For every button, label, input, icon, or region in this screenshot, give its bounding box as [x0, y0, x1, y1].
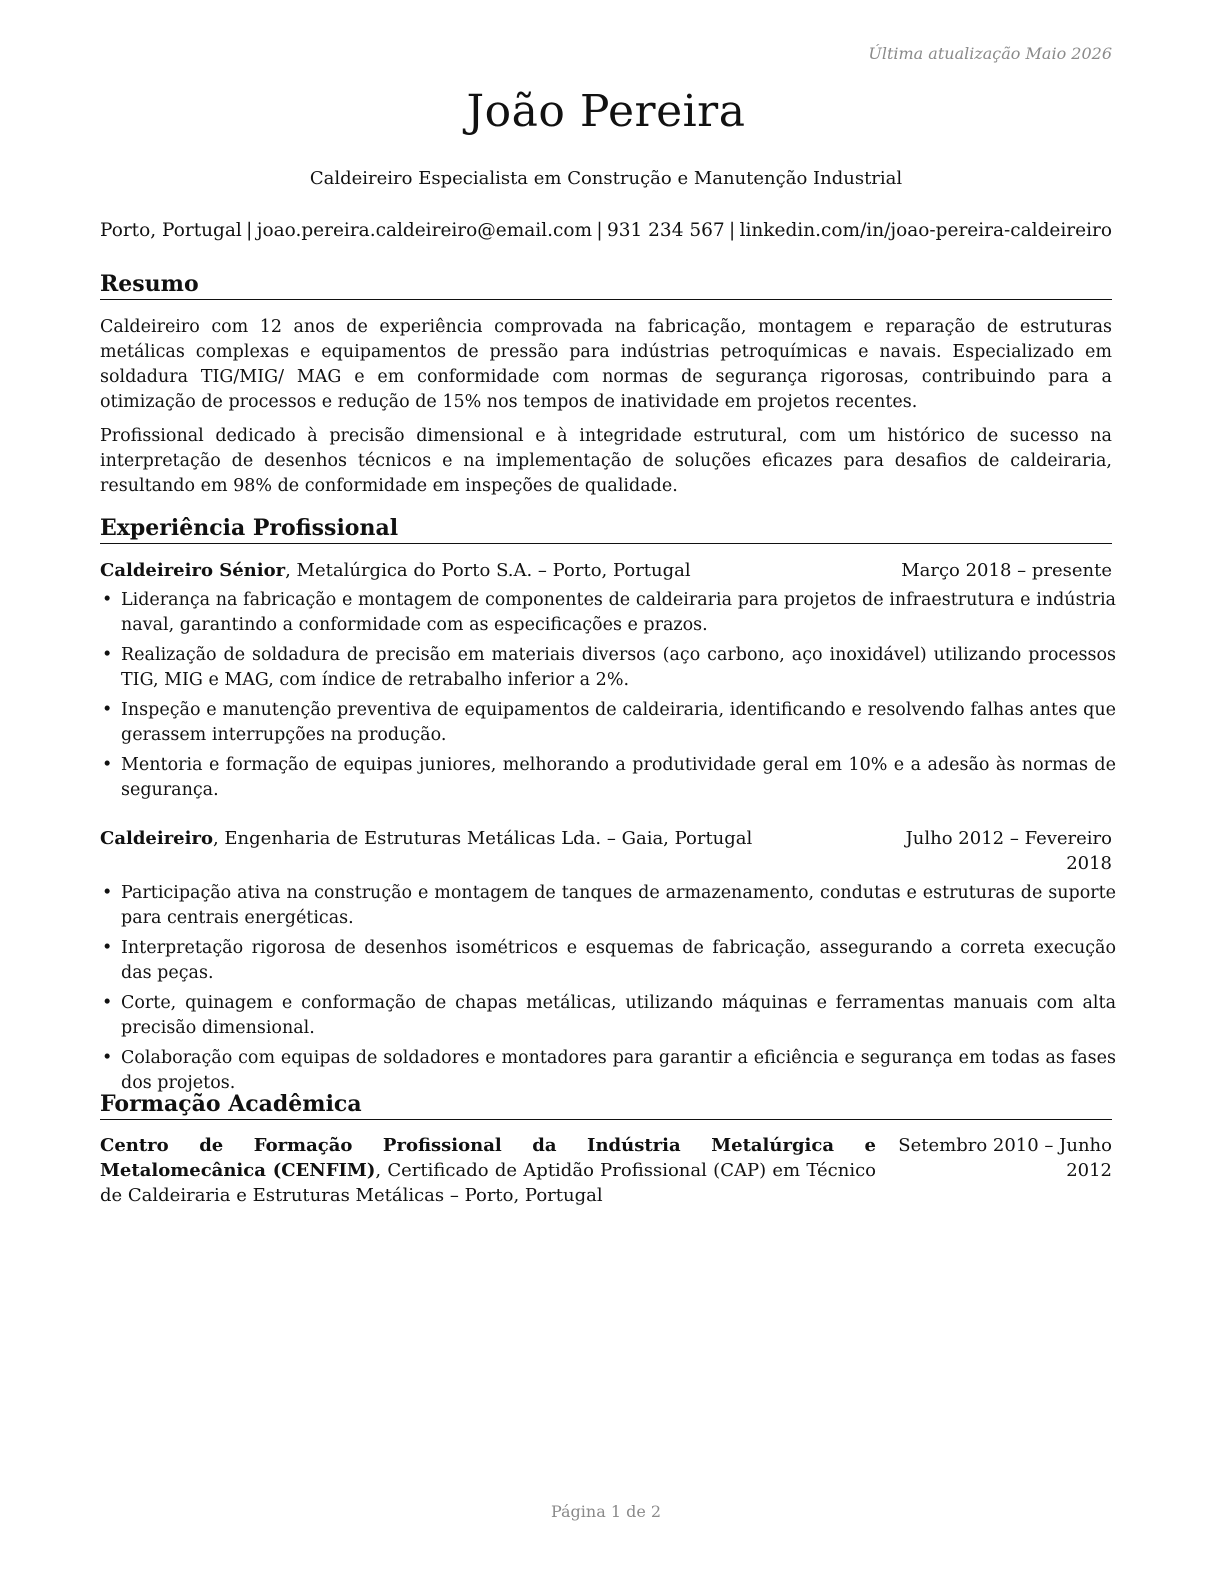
section-title-summary: Resumo — [100, 271, 1112, 300]
job-company: , Engenharia de Estruturas Metálicas Lda. – Gaia, Portugal — [212, 828, 753, 849]
contact-location: Porto, Portugal — [100, 220, 242, 241]
candidate-name: João Pereira — [466, 86, 746, 137]
education-text — [100, 1133, 876, 1208]
list-item: • Liderança na fabricação e montagem de componentes de caldeiraria para projetos de infraestrutura e indústria naval, garantindo a conformidade com as especificações e prazos. — [100, 588, 1116, 638]
job-company: , Metalúrgica do Porto S.A. – Porto, Portugal — [285, 560, 691, 581]
resume-page — [100, 0, 1116, 1584]
candidate-headline: Caldeireiro Especialista em Construção e Manutenção Industrial — [309, 168, 903, 189]
job-dates: Julho 2012 – Fevereiro 2018 — [905, 828, 1112, 874]
education-institution: Centro de Formação Profissional da Indústria Metalúrgica e Metalomecânica (CENFIM) — [100, 1135, 876, 1181]
summary-paragraph: Profissional dedicado à precisão dimensional e à integridade estrutural, com um histórico de sucesso na interpretação de desenhos técnicos e na implementação de soluções eficazes para desafios de caldeiraria, resultando em 98% de conformidade em inspeções de qualidade. — [100, 426, 1112, 496]
contact-linkedin[interactable]: linkedin.com/in/joao-pereira-caldeireiro — [739, 220, 1112, 241]
job-role: Caldeireiro Sénior — [100, 560, 286, 581]
job-bullets — [100, 881, 1116, 1101]
list-item: • Inspeção e manutenção preventiva de equipamentos de caldeiraria, identificando e resolvendo falhas antes que gerassem interrupções na produção. — [100, 698, 1116, 748]
job-role: Caldeireiro — [100, 828, 213, 849]
last-updated: Última atualização Maio 2026 — [868, 44, 1112, 63]
page-number: Página 1 de 2 — [550, 1502, 662, 1521]
contact-separator: | — [596, 220, 603, 241]
job-bullets — [100, 588, 1116, 808]
contact-line — [100, 220, 1112, 241]
list-item: • Mentoria e formação de equipas juniores, melhorando a produtividade geral em 10% e a adesão às normas de segurança. — [100, 753, 1116, 803]
contact-email[interactable]: joao.pereira.caldeireiro@email.com — [256, 220, 593, 241]
education-dates: Setembro 2010 – Junho 2012 — [898, 1135, 1112, 1181]
summary-paragraph: Caldeireiro com 12 anos de experiência comprovada na fabricação, montagem e reparação de estruturas metálicas complexas e equipamentos de pressão para indústrias petroquímicas e navais. Especializado em soldadura TIG/MIG/ MAG e em conformidade com normas de segurança rigorosas, contribuindo para a otimização de processos e redução de 15% nos tempos de inatividade em projetos recentes. — [100, 317, 1112, 412]
section-title-education: Formação Acadêmica — [100, 1091, 1112, 1120]
contact-separator: | — [729, 220, 736, 241]
job-title-line — [100, 826, 752, 851]
list-item: • Colaboração com equipas de soldadores e montadores para garantir a eficiência e segurança em todas as fases dos projetos. — [100, 1046, 1116, 1096]
contact-phone[interactable]: 931 234 567 — [606, 220, 725, 241]
job-title-line — [100, 558, 691, 583]
job-dates: Março 2018 – presente — [901, 560, 1112, 581]
list-item: • Interpretação rigorosa de desenhos isométricos e esquemas de fabricação, assegurando a correta execução das peças. — [100, 936, 1116, 986]
section-title-experience: Experiência Profissional — [100, 515, 1112, 544]
list-item: • Participação ativa na construção e montagem de tanques de armazenamento, condutas e estruturas de suporte para centrais energéticas. — [100, 881, 1116, 931]
list-item: • Corte, quinagem e conformação de chapas metálicas, utilizando máquinas e ferramentas manuais com alta precisão dimensional. — [100, 991, 1116, 1041]
list-item: • Realização de soldadura de precisão em materiais diversos (aço carbono, aço inoxidável) utilizando processos TIG, MIG e MAG, com índice de retrabalho inferior a 2%. — [100, 643, 1116, 693]
education-detail: , Certificado de Aptidão Profissional (CAP) em Técnico de Caldeiraria e Estruturas Metálicas – Porto, Portugal — [100, 1160, 876, 1206]
contact-separator: | — [246, 220, 253, 241]
